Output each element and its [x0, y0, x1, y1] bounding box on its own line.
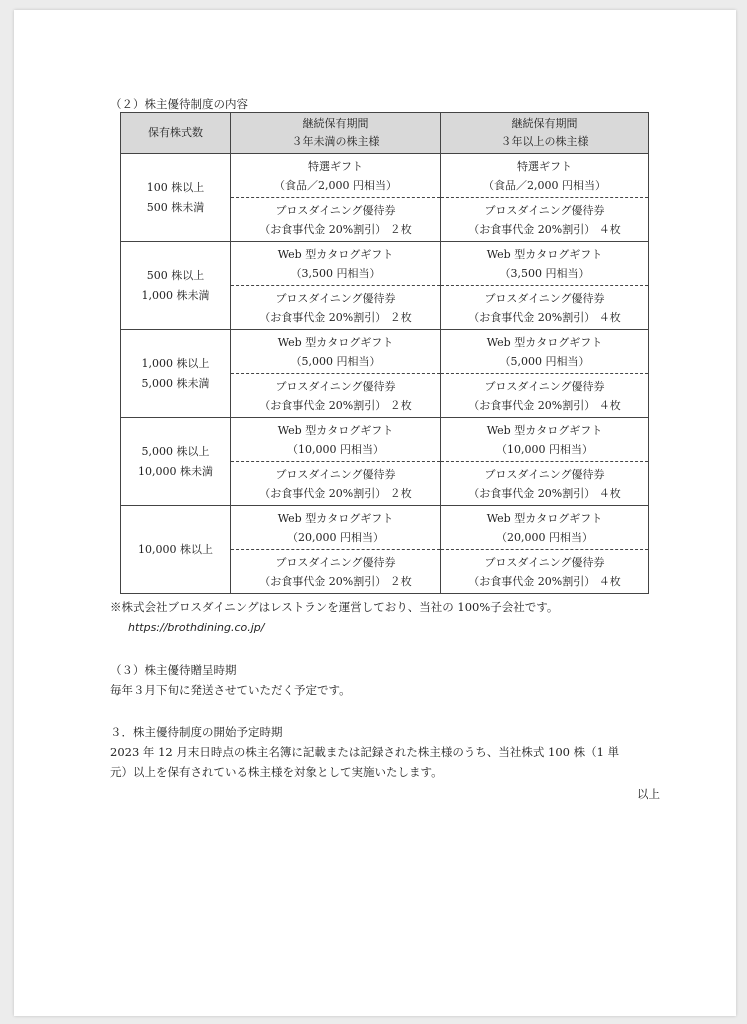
under3-coupon-name: ブロスダイニング優待券 [275, 467, 396, 481]
company-url-link[interactable]: https://brothdining.co.jp/ [128, 621, 265, 634]
over3-coupon-detail: （お食事代金 20%割引） ４枚 [468, 574, 621, 588]
under3-gift-value: （3,500 円相当） [290, 266, 381, 280]
shares-line2: 5,000 株未満 [141, 376, 210, 390]
under3-gift-cell [231, 242, 441, 286]
header-over-3-line1: 継続保有期間 [511, 117, 578, 130]
under3-coupon-cell [231, 550, 441, 594]
under3-gift-name: Web 型カタログギフト [277, 247, 394, 261]
over3-coupon-cell [441, 198, 649, 242]
under3-gift-cell [231, 418, 441, 462]
over3-coupon-cell [441, 462, 649, 506]
under3-coupon-cell [231, 286, 441, 330]
document-content [110, 96, 662, 802]
table-row [121, 506, 649, 550]
table-row [121, 418, 649, 462]
over3-coupon-detail: （お食事代金 20%割引） ４枚 [468, 222, 621, 236]
section-3-title: （３）株主優待贈呈時期 [110, 663, 237, 677]
under3-coupon-detail: （お食事代金 20%割引） ２枚 [259, 486, 412, 500]
over3-coupon-name: ブロスダイニング優待券 [484, 291, 605, 305]
start-section-body-line2: 元）以上を保有されている株主様を対象として実施いたします。 [110, 765, 443, 779]
under3-gift-value: （5,000 円相当） [290, 354, 381, 368]
document-page [14, 10, 736, 1016]
over3-coupon-detail: （お食事代金 20%割引） ４枚 [468, 310, 621, 324]
under3-coupon-name: ブロスダイニング優待券 [275, 379, 396, 393]
over3-gift-value: （食品／2,000 円相当） [483, 178, 606, 192]
shares-line1: 10,000 株以上 [138, 542, 213, 556]
over3-gift-value: （10,000 円相当） [496, 442, 593, 456]
over3-gift-name: Web 型カタログギフト [486, 335, 603, 349]
under3-coupon-cell [231, 198, 441, 242]
under3-gift-cell [231, 506, 441, 550]
over3-gift-cell [441, 242, 649, 286]
header-shares: 保有株式数 [121, 113, 231, 154]
table-row [121, 330, 649, 374]
shares-line1: 1,000 株以上 [141, 356, 210, 370]
under3-coupon-cell [231, 374, 441, 418]
under3-coupon-name: ブロスダイニング優待券 [275, 203, 396, 217]
section-2-title: （２）株主優待制度の内容 [110, 97, 248, 111]
shares-cell [121, 330, 231, 418]
over3-coupon-detail: （お食事代金 20%割引） ４枚 [468, 486, 621, 500]
over3-gift-value: （3,500 円相当） [499, 266, 590, 280]
shares-cell [121, 154, 231, 242]
under3-coupon-detail: （お食事代金 20%割引） ２枚 [259, 222, 412, 236]
under3-gift-value: （食品／2,000 円相当） [274, 178, 397, 192]
under3-gift-name: Web 型カタログギフト [277, 423, 394, 437]
start-section-title: ３．株主優待制度の開始予定時期 [110, 725, 283, 739]
shares-line2: 1,000 株未満 [141, 288, 210, 302]
table-body [121, 154, 649, 594]
shares-line2: 10,000 株未満 [138, 464, 213, 478]
over3-gift-cell [441, 330, 649, 374]
under3-gift-value: （20,000 円相当） [287, 530, 384, 544]
under3-coupon-name: ブロスダイニング優待券 [275, 291, 396, 305]
table-row [121, 154, 649, 198]
over3-gift-name: Web 型カタログギフト [486, 511, 603, 525]
under3-gift-cell [231, 330, 441, 374]
under3-coupon-detail: （お食事代金 20%割引） ２枚 [259, 574, 412, 588]
subsidiary-note: ※株式会社ブロスダイニングはレストランを運営しており、当社の 100%子会社です。 [110, 600, 559, 614]
shares-cell [121, 418, 231, 506]
over3-gift-name: 特選ギフト [517, 159, 572, 173]
shares-line1: 100 株以上 [146, 180, 205, 194]
over3-gift-cell [441, 418, 649, 462]
over3-gift-cell [441, 154, 649, 198]
over3-gift-cell [441, 506, 649, 550]
over3-coupon-cell [441, 550, 649, 594]
over3-gift-name: Web 型カタログギフト [486, 247, 603, 261]
benefits-table [120, 112, 649, 594]
under3-coupon-detail: （お食事代金 20%割引） ２枚 [259, 398, 412, 412]
over3-coupon-name: ブロスダイニング優待券 [484, 203, 605, 217]
header-under-3-line2: ３年未満の株主様 [291, 135, 380, 148]
under3-coupon-detail: （お食事代金 20%割引） ２枚 [259, 310, 412, 324]
over3-coupon-name: ブロスダイニング優待券 [484, 555, 605, 569]
table-header-row [121, 113, 649, 154]
over3-coupon-cell [441, 374, 649, 418]
over3-coupon-detail: （お食事代金 20%割引） ４枚 [468, 398, 621, 412]
shares-cell [121, 506, 231, 594]
over3-coupon-name: ブロスダイニング優待券 [484, 379, 605, 393]
section-3-body: 毎年３月下旬に発送させていただく予定です。 [110, 683, 351, 697]
over3-gift-name: Web 型カタログギフト [486, 423, 603, 437]
under3-gift-name: Web 型カタログギフト [277, 335, 394, 349]
over3-coupon-name: ブロスダイニング優待券 [484, 467, 605, 481]
under3-gift-name: Web 型カタログギフト [277, 511, 394, 525]
table-row [121, 242, 649, 286]
header-over-3-line2: ３年以上の株主様 [500, 135, 589, 148]
shares-line1: 500 株以上 [146, 268, 205, 282]
under3-coupon-name: ブロスダイニング優待券 [275, 555, 396, 569]
under3-gift-cell [231, 154, 441, 198]
over3-gift-value: （20,000 円相当） [496, 530, 593, 544]
shares-line1: 5,000 株以上 [141, 444, 210, 458]
header-under-3-line1: 継続保有期間 [302, 117, 369, 130]
header-over-3-years [441, 113, 649, 154]
under3-coupon-cell [231, 462, 441, 506]
closing-mark: 以上 [637, 787, 660, 801]
shares-cell [121, 242, 231, 330]
over3-coupon-cell [441, 286, 649, 330]
under3-gift-value: （10,000 円相当） [287, 442, 384, 456]
header-under-3-years [231, 113, 441, 154]
shares-line2: 500 株未満 [146, 200, 205, 214]
over3-gift-value: （5,000 円相当） [499, 354, 590, 368]
under3-gift-name: 特選ギフト [308, 159, 363, 173]
start-section-body-line1: 2023 年 12 月末日時点の株主名簿に記載または記録された株主様のうち、当社株式 100 株（1 単 [110, 745, 620, 759]
